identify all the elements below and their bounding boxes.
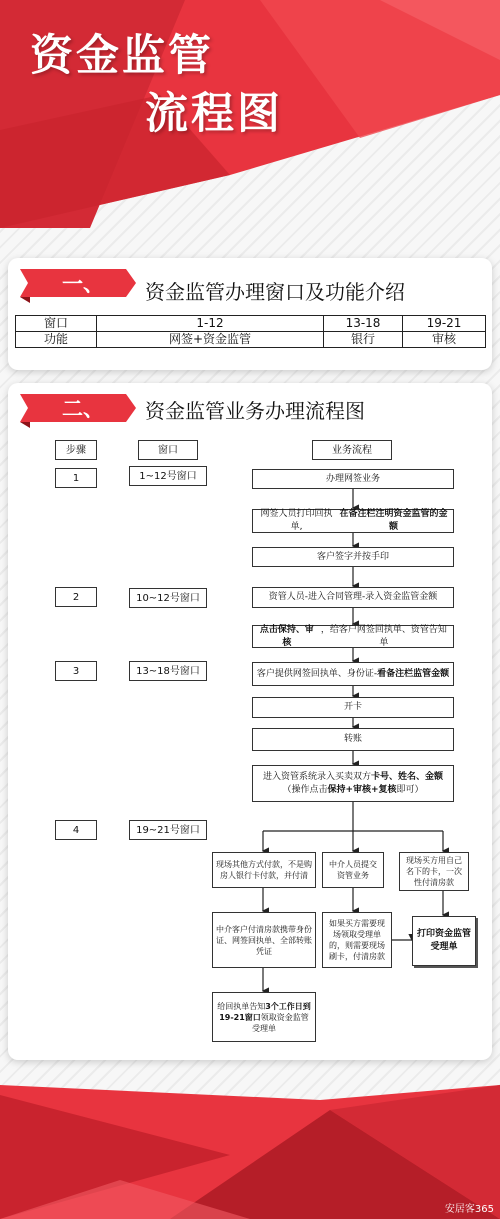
- branch-notify-receipt-text-c: 领取资金监管受理单: [252, 1012, 309, 1033]
- section1-title: 资金监管办理窗口及功能介绍: [145, 280, 405, 304]
- process-enter-system: [252, 765, 454, 802]
- table-cell: 网签+资金监管: [97, 332, 324, 348]
- process-online-signing: 办理网签业务: [252, 469, 454, 489]
- title-line-1: 资金监管: [30, 31, 214, 81]
- table-cell: 13-18: [324, 316, 403, 332]
- step-4: 4: [55, 820, 97, 840]
- process-enter-contract: 资管人员-进入合同管理-录入资金监管金额: [252, 587, 454, 608]
- branch-onsite-swipe: 如果买方需要现场领取受理单的，则需要现场刷卡，付清房款: [322, 912, 392, 968]
- process-enter-system-text-b: 卡号、姓名、金额: [371, 771, 444, 782]
- section2-number: 二、: [62, 397, 104, 421]
- window-step-4: 19~21号窗口: [129, 820, 207, 840]
- process-print-receipt-text-a: 网签人员打印回执单,: [260, 509, 333, 532]
- process-enter-system-text-c: （操作点击: [282, 784, 328, 795]
- window-step-2: 10~12号窗口: [129, 588, 207, 608]
- table-cell: 1-12: [97, 316, 324, 332]
- branch-notify-receipt-line: [216, 1001, 312, 1034]
- process-header: 业务流程: [312, 440, 392, 460]
- step-1: 1: [55, 468, 97, 488]
- process-provide-receipt-text-b: 看备注栏监管金额: [377, 668, 450, 679]
- process-save-audit-text-b: ，给客户网签回执单、资管告知单: [320, 624, 447, 648]
- process-enter-system-line2: [282, 784, 423, 797]
- branch-agent-customer-paid: 中介客户付清房款携带身份证、网签回执单、全部转账凭证: [212, 912, 316, 968]
- process-open-card: 开卡: [252, 697, 454, 718]
- branch-notify-receipt-text-a: 给回执单告知: [217, 1001, 266, 1011]
- branch-other-payment: 现场其他方式付款，不是购房人银行卡付款，并付清: [212, 852, 316, 888]
- process-save-audit-text-a: 点击保持、审核: [259, 624, 314, 648]
- section1-number: 一、: [62, 272, 104, 296]
- process-enter-system-text-e: 即可）: [396, 784, 424, 795]
- process-print-receipt-text-b: 在备注栏注明资金监管的金额: [339, 509, 448, 532]
- process-enter-system-text-d: 保持+审核+复核: [327, 784, 397, 795]
- watermark: 安居客365: [444, 1204, 494, 1215]
- process-transfer: 转账: [252, 728, 454, 751]
- window-step-3: 13~18号窗口: [129, 661, 207, 681]
- step-2: 2: [55, 587, 97, 607]
- branch-own-card: 现场买方用自己名下的卡，一次性付清房款: [399, 852, 469, 891]
- process-provide-receipt: [252, 662, 454, 686]
- table-cell: 银行: [324, 332, 403, 348]
- branch-notify-receipt-text-b: 3个工作日到19-21窗口: [219, 1001, 311, 1022]
- table-cell: 19-21: [403, 316, 486, 332]
- step-header: 步骤: [55, 440, 97, 460]
- section2-title: 资金监管业务办理流程图: [145, 399, 365, 423]
- process-save-audit: [252, 625, 454, 648]
- branch-notify-receipt: [212, 992, 316, 1042]
- table-cell: 功能: [16, 332, 97, 348]
- window-header: 窗口: [138, 440, 198, 460]
- process-enter-system-line1: [263, 771, 443, 784]
- step-3: 3: [55, 661, 97, 681]
- process-customer-sign: 客户签字并按手印: [252, 547, 454, 567]
- process-print-receipt: [252, 509, 454, 533]
- title-line-2: 流程图: [145, 89, 283, 139]
- process-enter-system-text-a: 进入资管系统录入买卖双方: [262, 771, 371, 782]
- branch-print-acceptance: 打印资金监管受理单: [412, 916, 476, 966]
- window-step-1: 1~12号窗口: [129, 466, 207, 486]
- table-cell: 窗口: [16, 316, 97, 332]
- process-provide-receipt-text-a: 客户提供网签回执单、身份证-: [256, 668, 378, 679]
- table-cell: 审核: [403, 332, 486, 348]
- branch-agent-submit: 中介人员提交资管业务: [322, 852, 384, 888]
